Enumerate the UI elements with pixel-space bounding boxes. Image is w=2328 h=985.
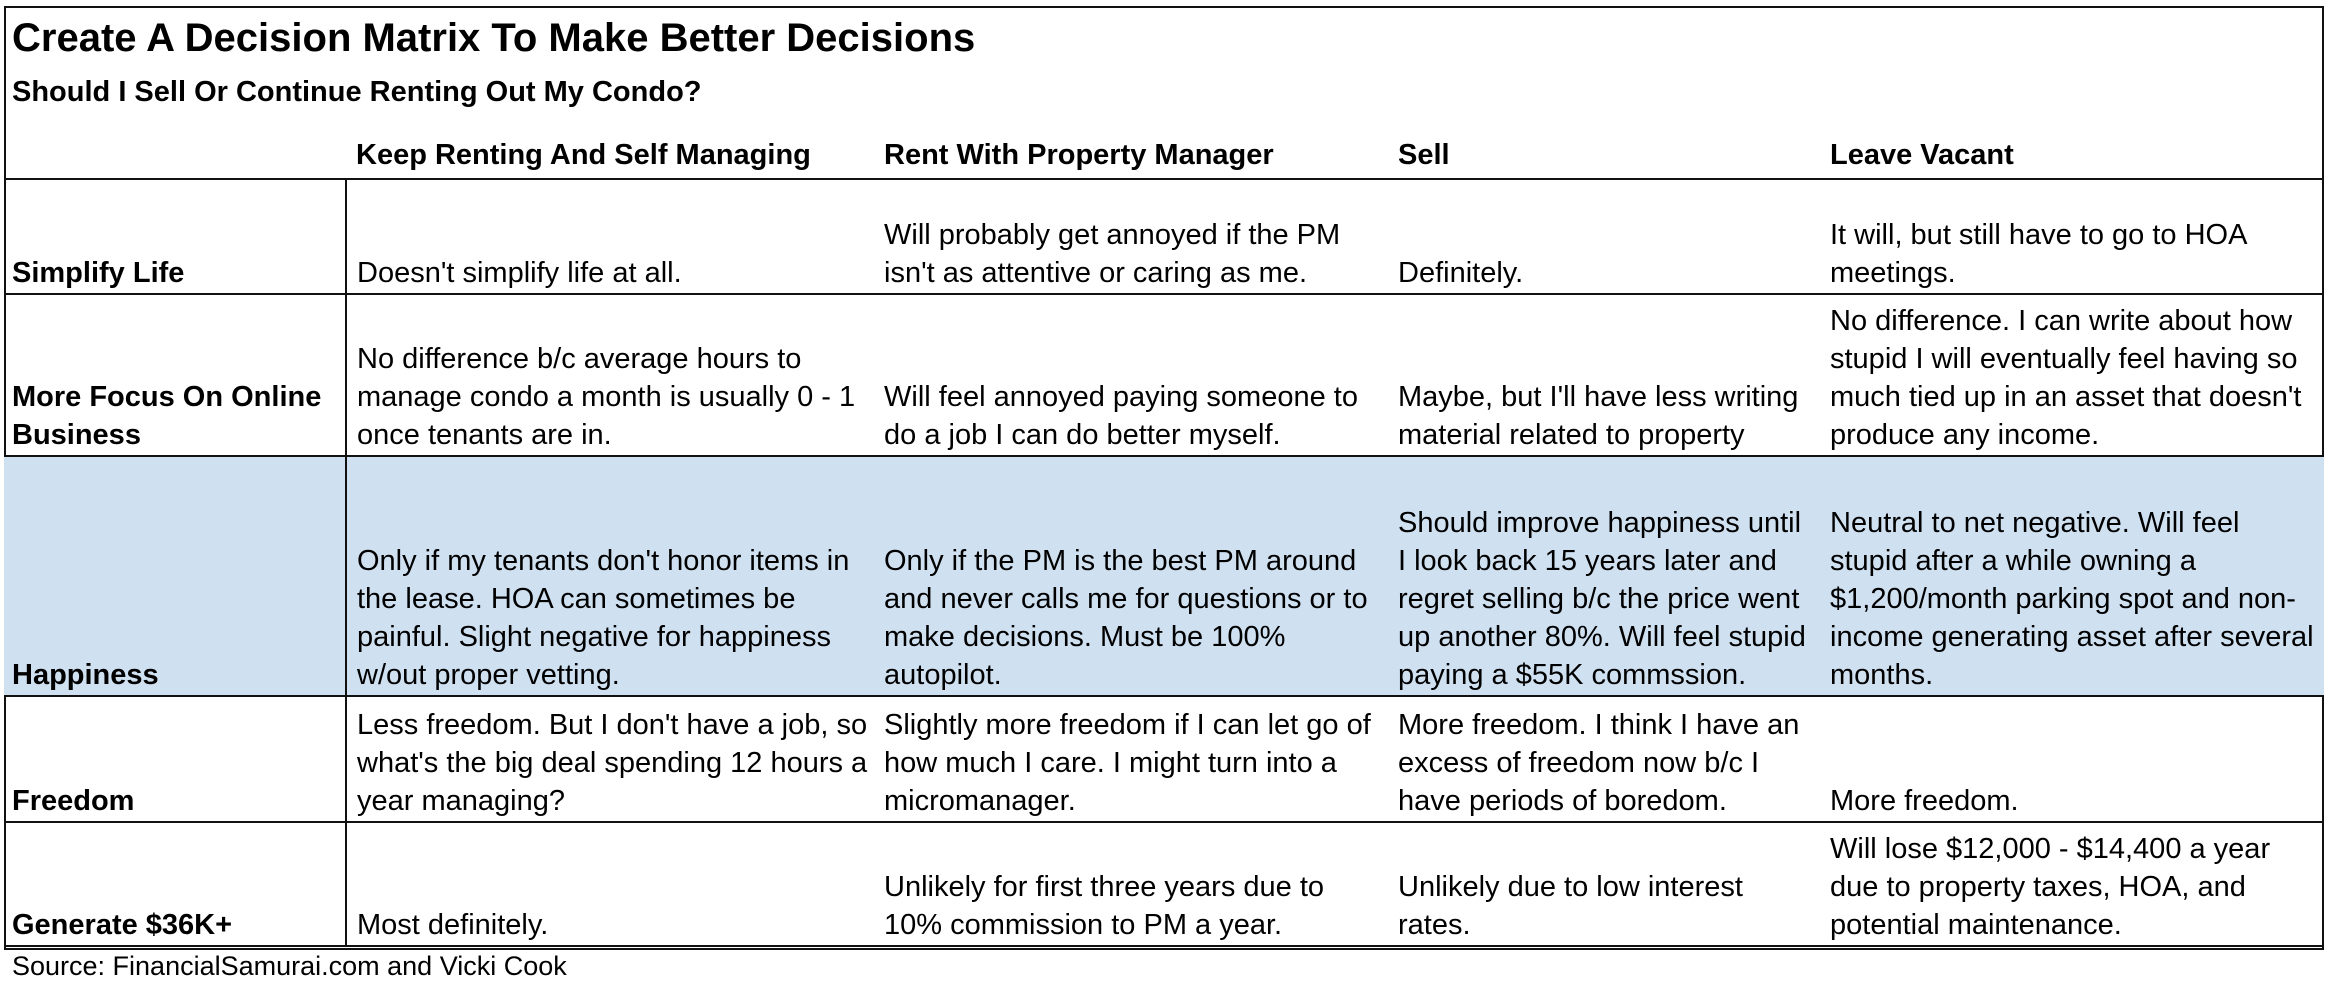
cell-more-focus-keep-renting: No difference b/c average hours to manage condo a month is usually 0 - 1 once tenants are in. xyxy=(346,294,874,456)
cell-happiness-property-manager: Only if the PM is the best PM around and never calls me for questions or to make decisions. Must be 100% autopilot. xyxy=(874,456,1388,696)
cell-freedom-keep-renting: Less freedom. But I don't have a job, so what's the big deal spending 12 hours a year managing? xyxy=(346,696,874,822)
page-subtitle: Should I Sell Or Continue Renting Out My Condo? xyxy=(12,76,702,108)
cell-generate-income-leave-vacant: Will lose $12,000 - $14,400 a year due to property taxes, HOA, and potential maintenance. xyxy=(1820,822,2324,946)
cell-simplify-life-keep-renting: Doesn't simplify life at all. xyxy=(346,179,874,294)
criterion-happiness: Happiness xyxy=(4,456,346,696)
cell-freedom-leave-vacant: More freedom. xyxy=(1820,696,2324,822)
cell-freedom-sell: More freedom. I think I have an excess of freedom now b/c I have periods of boredom. xyxy=(1388,696,1820,822)
cell-more-focus-sell: Maybe, but I'll have less writing material related to property xyxy=(1388,294,1820,456)
column-header-property-manager: Rent With Property Manager xyxy=(874,118,1388,179)
cell-generate-income-keep-renting: Most definitely. xyxy=(346,822,874,946)
criterion-more-focus: More Focus On Online Business xyxy=(4,294,346,456)
cell-generate-income-sell: Unlikely due to low interest rates. xyxy=(1388,822,1820,946)
cell-simplify-life-property-manager: Will probably get annoyed if the PM isn't as attentive or caring as me. xyxy=(874,179,1388,294)
row-freedom xyxy=(4,696,2324,822)
cell-simplify-life-leave-vacant: It will, but still have to go to HOA meetings. xyxy=(1820,179,2324,294)
row-generate-income xyxy=(4,822,2324,946)
column-header-keep-renting: Keep Renting And Self Managing xyxy=(346,118,874,179)
row-more-focus xyxy=(4,294,2324,456)
cell-happiness-keep-renting: Only if my tenants don't honor items in the lease. HOA can sometimes be painful. Slight negative for happiness w/out proper vetting. xyxy=(346,456,874,696)
column-header-sell: Sell xyxy=(1388,118,1820,179)
criterion-simplify-life: Simplify Life xyxy=(4,179,346,294)
decision-matrix-table xyxy=(4,118,2324,985)
cell-more-focus-leave-vacant: No difference. I can write about how stupid I will eventually feel having so much tied up in an asset that doesn't produce any income. xyxy=(1820,294,2324,456)
source-row xyxy=(4,946,2324,985)
cell-happiness-sell: Should improve happiness until I look back 15 years later and regret selling b/c the price went up another 80%. Will feel stupid paying a $55K commssion. xyxy=(1388,456,1820,696)
page-title: Create A Decision Matrix To Make Better Decisions xyxy=(12,16,976,60)
column-header-leave-vacant: Leave Vacant xyxy=(1820,118,2324,179)
cell-happiness-leave-vacant: Neutral to net negative. Will feel stupid after a while owning a $1,200/month parking spot and non-income generating asset after several months. xyxy=(1820,456,2324,696)
criterion-generate-income: Generate $36K+ xyxy=(4,822,346,946)
cell-simplify-life-sell: Definitely. xyxy=(1388,179,1820,294)
cell-generate-income-property-manager: Unlikely for first three years due to 10% commission to PM a year. xyxy=(874,822,1388,946)
criteria-header-cell xyxy=(4,118,346,179)
source-note: Source: FinancialSamurai.com and Vicki Cook xyxy=(12,951,567,981)
criterion-freedom: Freedom xyxy=(4,696,346,822)
header-row xyxy=(4,118,2324,179)
row-happiness xyxy=(4,456,2324,696)
cell-more-focus-property-manager: Will feel annoyed paying someone to do a job I can do better myself. xyxy=(874,294,1388,456)
row-simplify-life xyxy=(4,179,2324,294)
cell-freedom-property-manager: Slightly more freedom if I can let go of how much I care. I might turn into a micromanager. xyxy=(874,696,1388,822)
